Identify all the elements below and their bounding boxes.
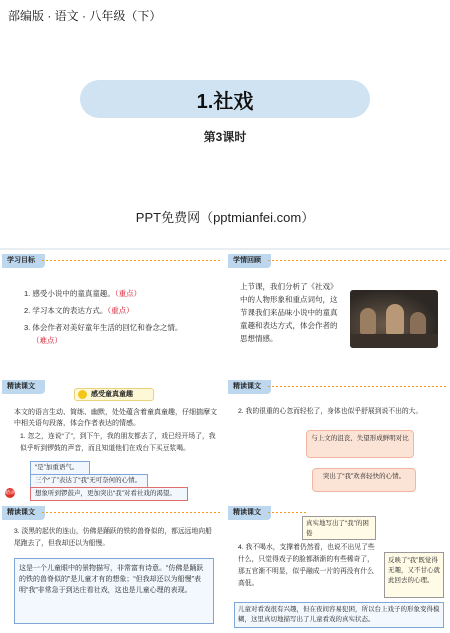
reading-panel-1 bbox=[2, 380, 222, 502]
dotted-line bbox=[42, 512, 222, 513]
analysis-box: 突出了“我”欢喜轻快的心情。 bbox=[312, 468, 416, 492]
figure-shape bbox=[360, 308, 376, 334]
goals-panel bbox=[2, 254, 222, 376]
story-illustration bbox=[350, 290, 438, 348]
ground-shape bbox=[350, 334, 438, 348]
divider bbox=[0, 248, 450, 250]
goals-list bbox=[24, 287, 214, 347]
dotted-line bbox=[42, 260, 222, 261]
note-box: 三个“了”表达了“我”无可奈何的心情。 bbox=[30, 474, 148, 488]
review-panel bbox=[228, 254, 448, 376]
reading-quote: 1. 忽之，连说“了”，到下午，我的朋友都去了，戏已经开场了，我似乎听到锣鼓的声音，而且知道他们在戏台下买豆浆喝。 bbox=[20, 433, 216, 452]
reading-panel-2 bbox=[228, 380, 448, 502]
review-tag: 学情回顾 bbox=[228, 254, 271, 268]
note-box: 想象听到锣鼓声，更加突出“我”对看社戏的渴望。 bbox=[30, 487, 188, 501]
reading-intro: 本文的语言生动、简练、幽默，处处蕴含着童真童趣，仔细揣摩文中相关语句段落，体会作者表达的情感。 bbox=[14, 409, 217, 427]
course-header: 部编版 · 语文 · 八年级（下） bbox=[8, 9, 162, 23]
reading-tag: 精读课文 bbox=[2, 380, 45, 394]
analysis-box: 与上文的沮丧、失望形成鲜明对比 bbox=[306, 430, 414, 458]
corner-badge: 精读 bbox=[5, 490, 16, 496]
reading-panel-4 bbox=[228, 506, 448, 630]
lesson-title: 1.社戏 bbox=[80, 80, 370, 118]
goal-item: 2. 学习本文的表达方式。（重点） bbox=[24, 306, 134, 315]
summary-box: 儿童对看戏很有兴趣，但在夜间容易犯困，所以台上戏子的形象变得模糊，这里真切地描写出了儿童看戏的真实状态。 bbox=[234, 602, 444, 628]
note-box: “是”加重语气。 bbox=[30, 461, 90, 475]
reading-quote: 3. 淡黑的起伏的连山，仿佛是踊跃的铁的兽脊似的，都远远地向船尾跑去了，但我却还以为船慢。 bbox=[14, 528, 212, 547]
dotted-line bbox=[268, 386, 448, 387]
site-credit: PPT免费网（pptmianfei.com） bbox=[135, 210, 315, 225]
callout-box: 真实地写出了“我”的困倦 bbox=[302, 516, 376, 540]
dotted-line bbox=[268, 512, 308, 513]
lesson-subtitle: 第3课时 bbox=[203, 130, 247, 144]
reading-tag: 精读课文 bbox=[2, 506, 45, 520]
goal-item: 1. 感受小说中的童真童趣。（重点） bbox=[24, 289, 142, 298]
goal-item: 3. 体会作者对美好童年生活的回忆和眷念之情。 （难点） bbox=[24, 323, 183, 345]
reading-quote: 4. 我不喝水，支撑着仍然看，也说不出见了些什么，只觉得戏子的脸都渐渐的有些稀奇了，那五官渐不明显，似乎融成一片的再没有什么高低。 bbox=[238, 544, 375, 587]
review-text: 上节课，我们分析了《社戏》中的人物形象和重点词句，这节课我们来品味小说中的童真童趣和表达方式，体会作者的思想情感。 bbox=[240, 282, 338, 343]
callout-box: 反映了“我”既觉得无趣，又不甘心就此回去的心理。 bbox=[384, 552, 444, 598]
reading-tag: 精读课文 bbox=[228, 380, 271, 394]
goals-tag: 学习目标 bbox=[2, 254, 45, 268]
reading-quote: 2. 我的很重的心忽而轻松了，身体也似乎舒展到说不出的大。 bbox=[238, 408, 423, 415]
dotted-line bbox=[268, 260, 448, 261]
section-badge: 感受童真童趣 bbox=[74, 388, 154, 401]
reading-tag: 精读课文 bbox=[228, 506, 271, 520]
figure-shape bbox=[386, 304, 404, 334]
figure-shape bbox=[410, 312, 426, 334]
explanation-box: 这是一个儿童眼中的景物描写，非常富有诗意。“仿佛是踊跃的铁的兽脊似的”是儿童才有的想象；“但我却还以为船慢”表明“我”非常急于到达庄看社戏，这也是儿童心理的表现。 bbox=[14, 558, 214, 624]
bulb-icon bbox=[78, 390, 87, 399]
reading-panel-3 bbox=[2, 506, 222, 630]
